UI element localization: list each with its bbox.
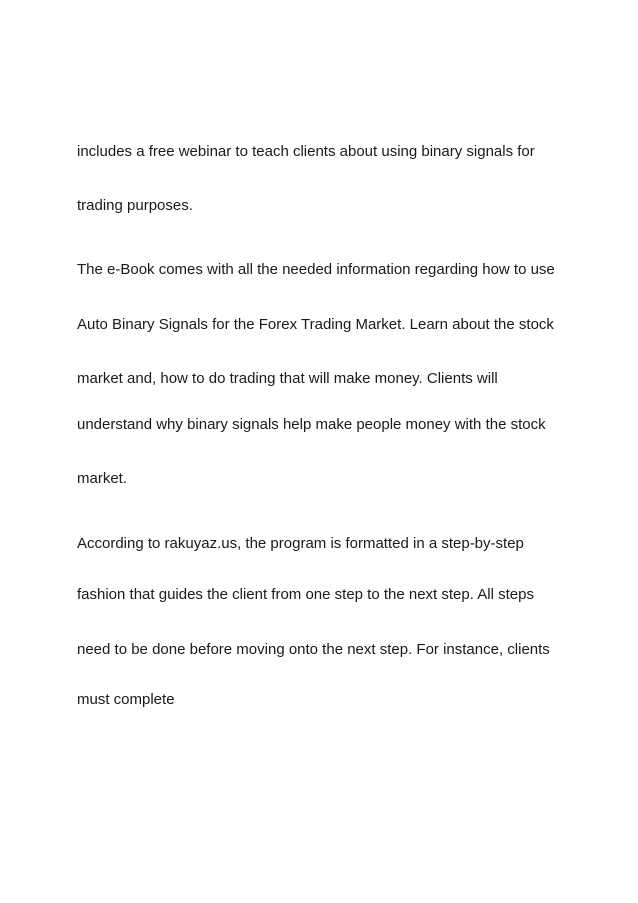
text-line: market.	[77, 470, 128, 487]
text-line: fashion that guides the client from one step to the next step. All steps	[77, 586, 534, 603]
text-line: need to be done before moving onto the next step. For instance, clients	[77, 641, 550, 658]
text-line: market and, how to do trading that will make money. Clients will	[77, 370, 498, 387]
text-line: includes a free webinar to teach clients about using binary signals for	[77, 143, 535, 160]
text-line: trading purposes.	[77, 197, 193, 214]
text-line: understand why binary signals help make people money with the stock	[77, 416, 546, 433]
text-line: According to rakuyaz.us, the program is formatted in a step-by-step	[77, 535, 524, 552]
text-line: must complete	[77, 691, 175, 708]
text-line: The e-Book comes with all the needed information regarding how to use	[77, 261, 555, 278]
text-line: Auto Binary Signals for the Forex Trading Market. Learn about the stock	[77, 316, 554, 333]
